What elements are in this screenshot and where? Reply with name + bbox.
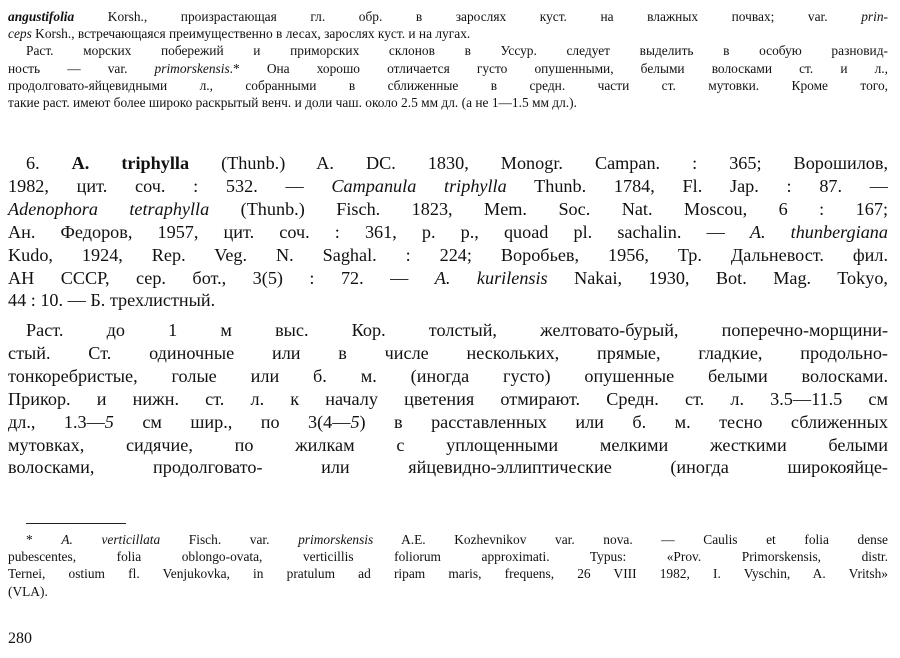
intro-line-1: angustifolia Korsh., произрастающая гл. обр. в зарослях куст. на влажных почвах; var. prin- [8, 9, 888, 24]
species-line: Adenophora tetraphylla (Thunb.) Fisch. 1823, Mem. Soc. Nat. Moscou, 6 : 167; [8, 198, 888, 219]
intro-line-3: Раст. морских побережий и приморских склонов в Уссур. следует выделить в особую разновид- [26, 43, 888, 59]
footnote-separator [26, 523, 126, 524]
species-line: 1982, цит. соч. : 532. — Campanula triphylla Thunb. 1784, Fl. Jap. : 87. — [8, 175, 888, 196]
footnote-line: * A. verticillata Fisch. var. primorskensis A.E. Kozhevnikov var. nova. — Caulis et folia dense [26, 532, 889, 547]
footnote-line: (VLA). [8, 583, 48, 599]
intro-paragraphs [8, 8, 888, 111]
description-paragraph [8, 319, 888, 479]
intro-line-5: продолговато-яйцевидными л., собранными в сближенные в средн. части ст. мутовки. Кроме того, [8, 77, 888, 93]
description-line: Прикор. и нижн. ст. л. к началу цветения отмирают. Средн. ст. л. 3.5—11.5 см [8, 388, 888, 409]
description-line: тонкоребристые, голые или б. м. (иногда густо) опушенные белыми волосками. [8, 365, 888, 386]
species-line: АН СССР, сер. бот., 3(5) : 72. — A. kurilensis Nakai, 1930, Bot. Mag. Tokyo, [8, 267, 888, 288]
description-line: дл., 1.3—5 см шир., по 3(4—5) в расставленных или б. м. тесно сближенных [8, 411, 888, 432]
description-line: мутовках, сидячие, по жилкам с уплощенными мелкими жесткими белыми [8, 434, 888, 455]
species-line: 44 : 10. — Б. трехлистный. [8, 290, 216, 311]
intro-line-6: такие раст. имеют более широко раскрытый венч. и доли чаш. около 2.5 мм дл. (а не 1—1.5 мм дл.). [8, 95, 577, 111]
species-line: 6. A. triphylla (Thunb.) A. DC. 1830, Monogr. Campan. : 365; Ворошилов, [26, 153, 889, 173]
footnote [8, 531, 888, 600]
description-line: стый. Ст. одиночные или в числе нескольких, прямые, гладкие, продольно- [8, 342, 888, 363]
footnote-line: pubescentes, folia oblongo-ovata, verticillis foliorum approximati. Typus: «Prov. Primorskensis, distr. [8, 549, 888, 565]
description-line: Раст. до 1 м выс. Кор. толстый, желтовато-бурый, поперечно-морщини- [26, 320, 888, 340]
intro-line-4: ность — var. primorskensis.* Она хорошо отличается густо опушенными, белыми волосками ст. и л., [8, 60, 888, 76]
species-line: Ан. Федоров, 1957, цит. соч. : 361, p. p., quoad pl. sachalin. — A. thunbergiana [8, 221, 888, 242]
species-entry [8, 152, 888, 312]
species-line: Kudo, 1924, Rep. Veg. N. Saghal. : 224; Воробьев, 1956, Тр. Дальневост. фил. [8, 244, 888, 265]
intro-line-2: ceps Korsh., встречающаяся преимущественно в лесах, зарослях куст. и на лугах. [8, 26, 471, 42]
page-number: 280 [8, 630, 32, 647]
footnote-line: Ternei, ostium fl. Venjukovka, in pratulum ad ripam maris, frequens, 26 VIII 1982, I. Vyschin, A. Vritsh» [8, 566, 888, 582]
description-line: волосками, продолговато- или яйцевидно-эллиптические (иногда широкояйце- [8, 457, 888, 478]
